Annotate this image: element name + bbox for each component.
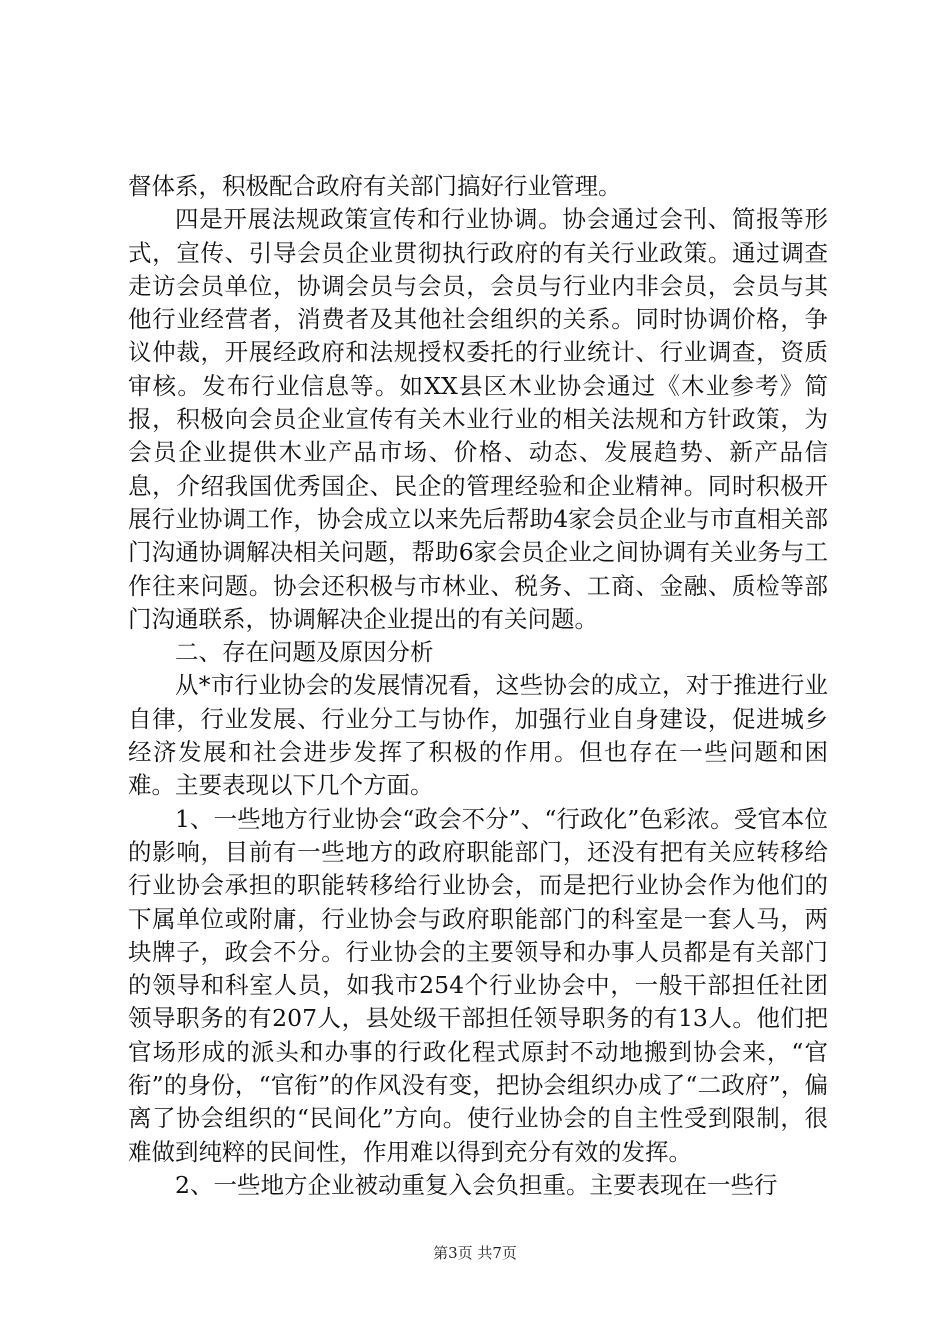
paragraph-publicity-coordination: 四是开展法规政策宣传和行业协调。协会通过会刊、简报等形式，宣传、引导会员企业贯彻执行政府的有关行业政策。通过调查走访会员单位，协调会员与会员，会员与行业内非会员，会员与其他行业经营者，消费者及其他社会组织的关系。同时协调价格，争议仲裁，开展经政府和法规授权委托的行业统计、行业调查，资质审核。发布行业信息等。如XX县区木业协会通过《木业参考》简报，积极向会员企业宣传有关木业行业的相关法规和方针政策，为会员企业提供木业产品市场、价格、动态、发展趋势、新产品信息，介绍我国优秀国企、民企的管理经验和企业精神。同时积极开展行业协调工作，协会成立以来先后帮助4家会员企业与市直相关部门沟通协调解决相关问题，帮助6家会员企业之间协调有关业务与工作往来问题。协会还积极与市林业、税务、工商、金融、质检等部门沟通联系，协调解决企业提出的有关问题。 [128, 205, 828, 633]
page-number-footer: 第3页 共7页 [433, 1244, 517, 1262]
paragraph-overview: 从*市行业协会的发展情况看，这些协会的成立，对于推进行业自律，行业发展、行业分工与协作，加强行业自身建设，促进城乡经济发展和社会进步发挥了积极的作用。但也存在一些问题和困难。主要表现以下几个方面。 [128, 671, 828, 800]
paragraph-point-2: 2、一些地方企业被动重复入会负担重。主要表现在一些行 [175, 1170, 778, 1199]
paragraph-continuation: 督体系，积极配合政府有关部门搞好行业管理。 [128, 172, 622, 200]
section-heading-problems: 二、存在问题及原因分析 [175, 638, 434, 667]
paragraph-point-1: 1、一些地方行业协会“政会不分”、“行政化”色彩浓。受官本位的影响，目前有一些地方的政府职能部门，还没有把有关应转移给行业协会承担的职能转移给行业协会，而是把行业协会作为他们的下属单位或附庸，行业协会与政府职能部门的科室是一套人马，两块牌子，政会不分。行业协会的主要领导和办事人员都是有关部门的领导和科室人员，如我市254个行业协会中，一般干部担任社团领导职务的有207人，县处级干部担任领导职务的有13人。他们把官场形成的派头和办事的行政化程式原封不动地搬到协会来，“官衔”的身份，“官衔”的作风没有变，把协会组织办成了“二政府”，偏离了协会组织的“民间化”方向。使行业协会的自主性受到限制，很难做到纯粹的民间性，作用难以得到充分有效的发挥。 [128, 804, 828, 1166]
document-body [128, 170, 828, 1202]
